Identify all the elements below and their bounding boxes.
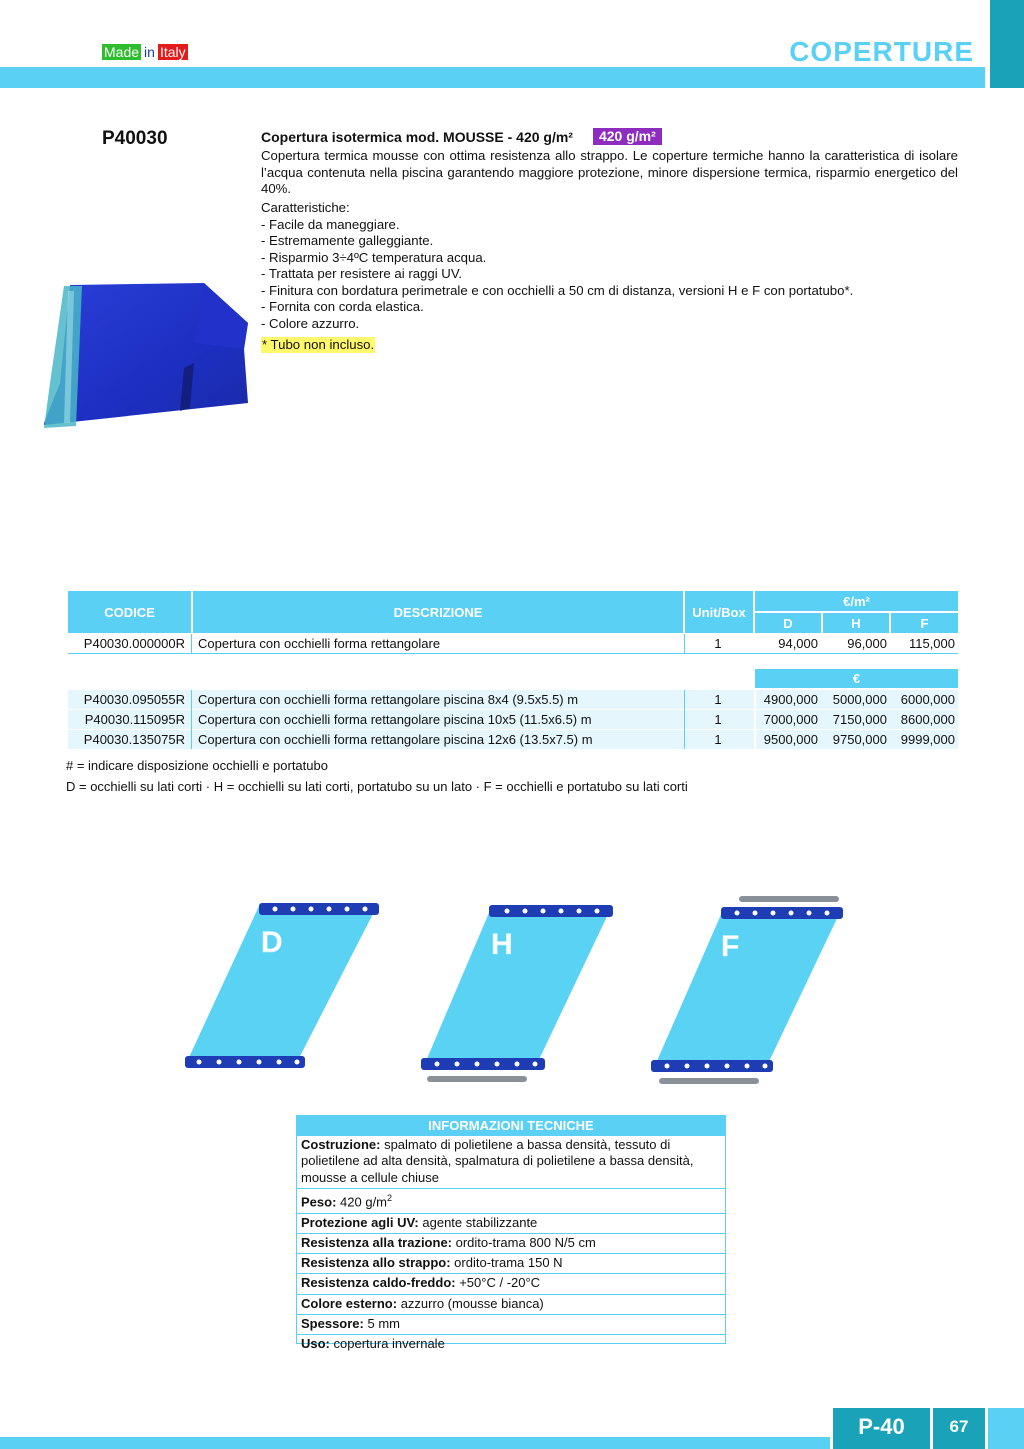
made-label: Made [104,44,140,60]
row-unit: 1 [714,692,722,707]
tube-note: * Tubo non incluso. [262,337,375,352]
row-code: P40030.000000R [83,636,185,651]
col-header-h: H [823,613,889,633]
tech-label: Resistenza caldo-freddo: [301,1275,456,1291]
tech-label: Colore esterno: [301,1295,398,1311]
tech-row-tensile [297,1234,725,1254]
tech-label: Resistenza alla trazione: [301,1234,452,1250]
feature-item: - Risparmio 3÷4ºC temperatura acqua. [261,249,487,265]
row-price-f: 115,000 [908,636,955,651]
legend-line-2: D = occhielli su lati corti · H = occhielli su lati corti, portatubo su un lato · F = occhielli e portatubo su lati corti [66,779,688,794]
tech-row-temperature [297,1274,725,1294]
tech-label: Uso: [301,1336,330,1352]
tech-value: 420 g/m [340,1194,388,1210]
tube-bar [739,896,839,902]
product-photo [44,283,248,428]
product-title-row [261,128,662,145]
col-header-f: F [891,613,958,633]
row-price-d: 9500,000 [763,732,818,747]
tech-label: Peso: [301,1194,337,1210]
column-separator [684,690,685,749]
tech-row-uv [297,1214,725,1234]
product-code: P40030 [102,128,168,149]
col-header-description: DESCRIZIONE [193,591,683,633]
page-code: P-40 [833,1408,930,1449]
page-number: 67 [933,1408,985,1449]
tech-label: Spessore: [301,1316,364,1331]
row-price-f: 6000,000 [900,692,955,707]
tech-row-use [297,1335,725,1354]
tech-value-sup: 2 [387,1192,393,1203]
footer-side-block [988,1408,1024,1449]
tech-info-box [296,1115,726,1352]
tech-row-thickness [297,1315,725,1335]
section-title: COPERTURE [789,36,974,67]
col-header-price-eur: € [755,669,958,688]
row-unit: 1 [714,732,722,747]
tech-value: +50°C / -20°C [459,1275,541,1291]
row-price-h: 7150,000 [832,712,887,727]
column-separator [684,634,685,653]
features-list [261,200,853,332]
table-row [68,710,958,729]
tech-value: spalmato di polietilene a bassa densità, tessuto di polietilene ad alta densità, spalmatura di polietilene a bassa densità, mousse a cellule chiuse [301,1137,694,1185]
diagram-d [185,903,379,1068]
feature-item: - Facile da maneggiare. [261,216,400,232]
col-header-code: CODICE [68,591,191,633]
tech-row-color [297,1295,725,1315]
legend-line-1: # = indicare disposizione occhielli e portatubo [66,758,328,773]
feature-item: - Trattata per resistere ai raggi UV. [261,266,463,281]
header-bar [0,67,985,88]
table-row [68,634,958,653]
in-label: in [144,44,155,60]
header-side-block [990,0,1024,88]
tech-value: azzurro (mousse bianca) [400,1295,544,1311]
diagram-label-h: H [491,928,513,961]
italy-label: Italy [159,44,186,60]
tech-value: 5 mm [367,1316,400,1331]
row-unit: 1 [714,712,722,727]
tech-row-tear [297,1254,725,1274]
row-price-h: 96,000 [847,636,887,651]
row-divider [68,653,958,654]
col-header-unit: Unit/Box [685,591,753,633]
row-price-h: 9750,000 [832,732,887,747]
tech-label: Costruzione: [301,1137,381,1152]
column-separator [191,634,192,653]
tech-value: ordito-trama 800 N/5 cm [455,1234,596,1250]
diagram-h [421,905,613,1082]
tech-row-weight [297,1189,725,1214]
row-description: Copertura con occhielli forma rettangolare [198,636,441,651]
column-separator [191,690,192,749]
diagram-label-f: F [721,930,740,963]
product-title: Copertura isotermica mod. MOUSSE - 420 g/m² [261,128,573,145]
tech-label: Resistenza allo strappo: [301,1255,451,1271]
table-row [68,730,958,749]
diagram-label-d: D [261,926,283,959]
eyelet-strip [185,1056,305,1068]
tech-label: Protezione agli UV: [301,1214,419,1230]
feature-item: - Fornita con corda elastica. [261,299,424,314]
row-price-d: 7000,000 [763,712,818,727]
tech-value: ordito-trama 150 N [454,1255,563,1271]
row-code: P40030.135075R [83,732,185,747]
diagram-f [651,896,843,1084]
cover-diagrams [175,888,865,1093]
row-unit: 1 [714,636,722,651]
row-description: Copertura con occhielli forma rettangolare piscina 12x6 (13.5x7.5) m [198,732,593,747]
features-title: Caratteristiche: [261,200,350,215]
eyelet-strip [421,1058,545,1070]
row-description: Copertura con occhielli forma rettangolare piscina 10x5 (11.5x6.5) m [198,712,592,727]
row-price-d: 4900,000 [763,692,818,707]
footer-bar [0,1437,830,1449]
col-header-price-sqm: €/m² [755,591,958,611]
feature-item: - Colore azzurro. [261,315,360,331]
row-price-d: 94,000 [778,636,818,651]
table-row [68,690,958,709]
feature-item: - Estremamente galleggiante. [261,233,434,248]
weight-badge: 420 g/m² [593,128,662,145]
row-description: Copertura con occhielli forma rettangolare piscina 8x4 (9.5x5.5) m [198,692,579,707]
column-separator [754,690,756,749]
tube-bar [659,1078,759,1084]
tech-value: agente stabilizzante [422,1214,538,1230]
row-code: P40030.115095R [84,712,185,727]
row-price-h: 5000,000 [832,692,887,707]
tube-bar [427,1076,527,1082]
tech-info-title: INFORMAZIONI TECNICHE [297,1116,725,1136]
product-description: Copertura termica mousse con ottima resistenza allo strappo. Le coperture termiche hanno la caratteristica di isolare l’acqua contenuta nella piscina garantendo maggiore protezione, minore dispersione termica, risparmio energetico del 40%. [261,148,958,196]
feature-item: - Finitura con bordatura perimetrale e con occhielli a 50 cm di distanza, versioni H e F con portatubo*. [261,282,854,298]
row-price-f: 8600,000 [900,712,955,727]
row-price-f: 9999,000 [900,732,955,747]
col-header-d: D [755,613,821,633]
row-code: P40030.095055R [83,692,185,707]
tech-row-construction [297,1136,725,1189]
tech-value: copertura invernale [333,1336,445,1352]
made-in-italy-logo [102,44,188,60]
